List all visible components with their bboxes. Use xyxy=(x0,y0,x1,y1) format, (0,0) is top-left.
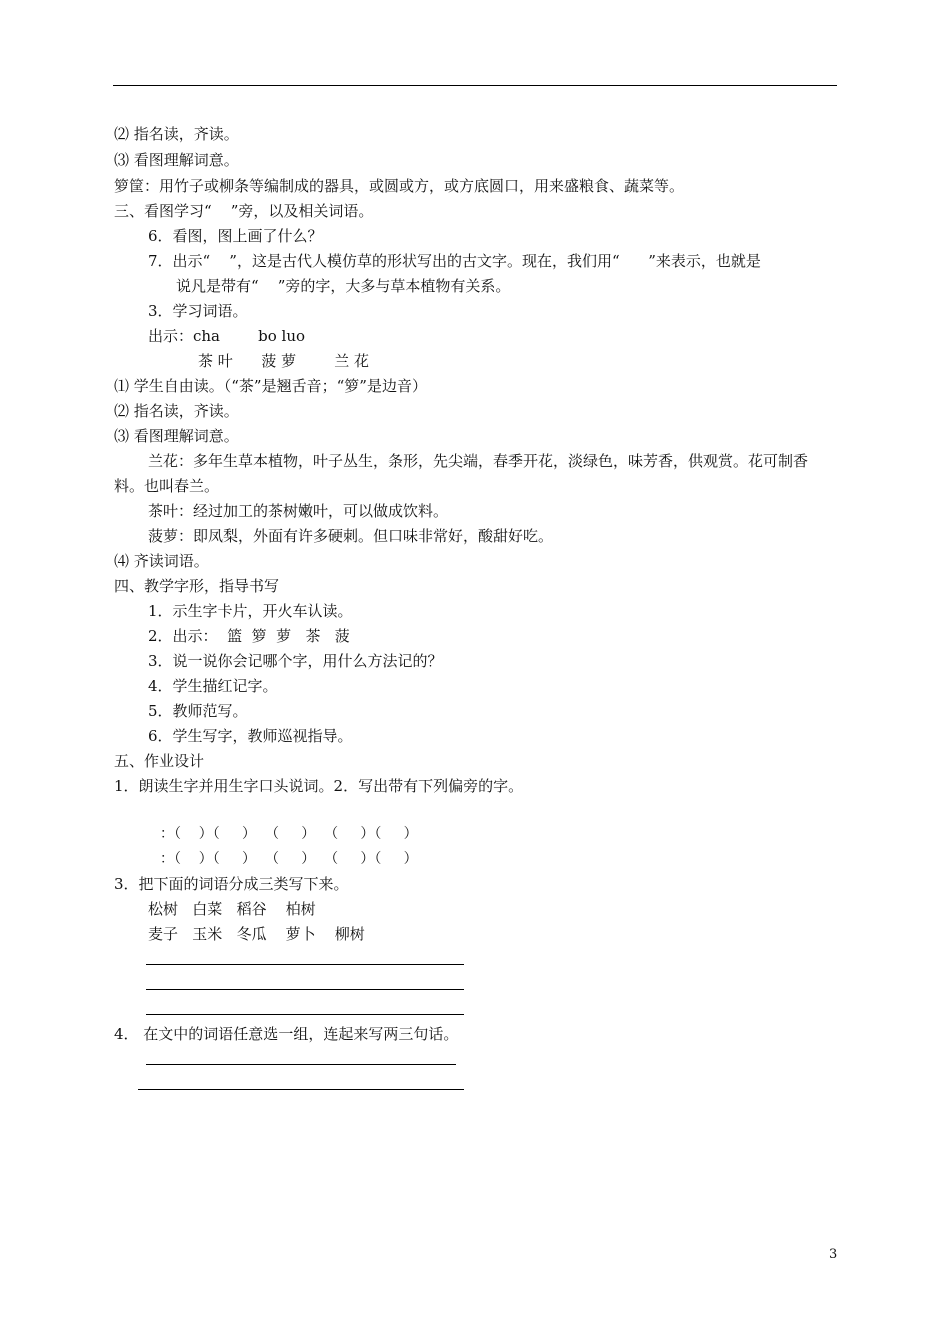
text-line: 3．学习词语。 xyxy=(148,302,248,320)
text-line: 料。也叫春兰。 xyxy=(114,477,220,495)
text-line: 3．把下面的词语分成三类写下来。 xyxy=(114,875,349,893)
text-line: 6．学生写字，教师巡视指导。 xyxy=(148,727,353,745)
word-line: 松树 白菜 稻谷 柏树 xyxy=(148,900,316,918)
answer-line xyxy=(146,1014,464,1015)
text-line: 1．示生字卡片，开火车认读。 xyxy=(148,602,353,620)
section-heading: 三、看图学习“ ”旁，以及相关词语。 xyxy=(114,202,374,220)
text-line: 兰花：多年生草本植物，叶子丛生，条形，先尖端，春季开花，淡绿色，味芳香，供观赏。花可制香 xyxy=(148,452,809,470)
text-line: 4． 在文中的词语任意选一组，连起来写两三句话。 xyxy=(114,1025,459,1043)
fill-in-row: ：（ ）（ ） （ ） （ ）（ ） xyxy=(160,851,418,867)
answer-line xyxy=(146,1064,456,1065)
pinyin-line: 出示：cha bo luo xyxy=(148,327,306,345)
text-line: 4．学生描红记字。 xyxy=(148,677,278,695)
answer-line xyxy=(146,964,464,965)
text-line: ⑶ 看图理解词意。 xyxy=(114,151,239,169)
text-line: 6．看图，图上画了什么？ xyxy=(148,227,323,245)
answer-line xyxy=(138,1089,464,1090)
header-rule xyxy=(113,85,837,86)
text-line: 说凡是带有“ ”旁的字，大多与草本植物有关系。 xyxy=(176,277,511,295)
text-line: ⑷ 齐读词语。 xyxy=(114,552,209,570)
text-line: 3．说一说你会记哪个字，用什么方法记的？ xyxy=(148,652,443,670)
text-line: 1．朗读生字并用生字口头说词。2．写出带有下列偏旁的字。 xyxy=(114,777,524,795)
text-line: ⑵ 指名读，齐读。 xyxy=(114,125,239,143)
section-heading: 五、作业设计 xyxy=(114,752,205,770)
page-number: 3 xyxy=(829,1247,838,1262)
section-heading: 四、教学字形，指导书写 xyxy=(114,577,280,595)
text-line: 7．出示“ ”，这是古代人模仿草的形状写出的古文字。现在，我们用“ ”来表示，也就是 xyxy=(148,252,761,270)
word-line: 茶 叶 菠 萝 兰 花 xyxy=(198,352,370,370)
text-line: 茶叶：经过加工的茶树嫩叶，可以做成饮料。 xyxy=(148,502,449,520)
text-line: ⑵ 指名读，齐读。 xyxy=(114,402,239,420)
text-line: 菠萝：即凤梨，外面有许多硬刺。但口味非常好，酸甜好吃。 xyxy=(148,527,554,545)
fill-in-row: ：（ ）（ ） （ ） （ ）（ ） xyxy=(160,826,418,842)
text-line: 2．出示： 篮 箩 萝 茶 菠 xyxy=(148,627,350,645)
text-line: ⑴ 学生自由读。（“茶”是翘舌音；“箩”是边音） xyxy=(114,377,427,395)
answer-line xyxy=(146,989,464,990)
text-line: ⑶ 看图理解词意。 xyxy=(114,427,239,445)
text-line: 5．教师范写。 xyxy=(148,702,248,720)
text-line: 箩筐：用竹子或柳条等编制成的器具，或圆或方，或方底圆口，用来盛粮食、蔬菜等。 xyxy=(114,177,685,195)
word-line: 麦子 玉米 冬瓜 萝卜 柳树 xyxy=(148,925,365,943)
